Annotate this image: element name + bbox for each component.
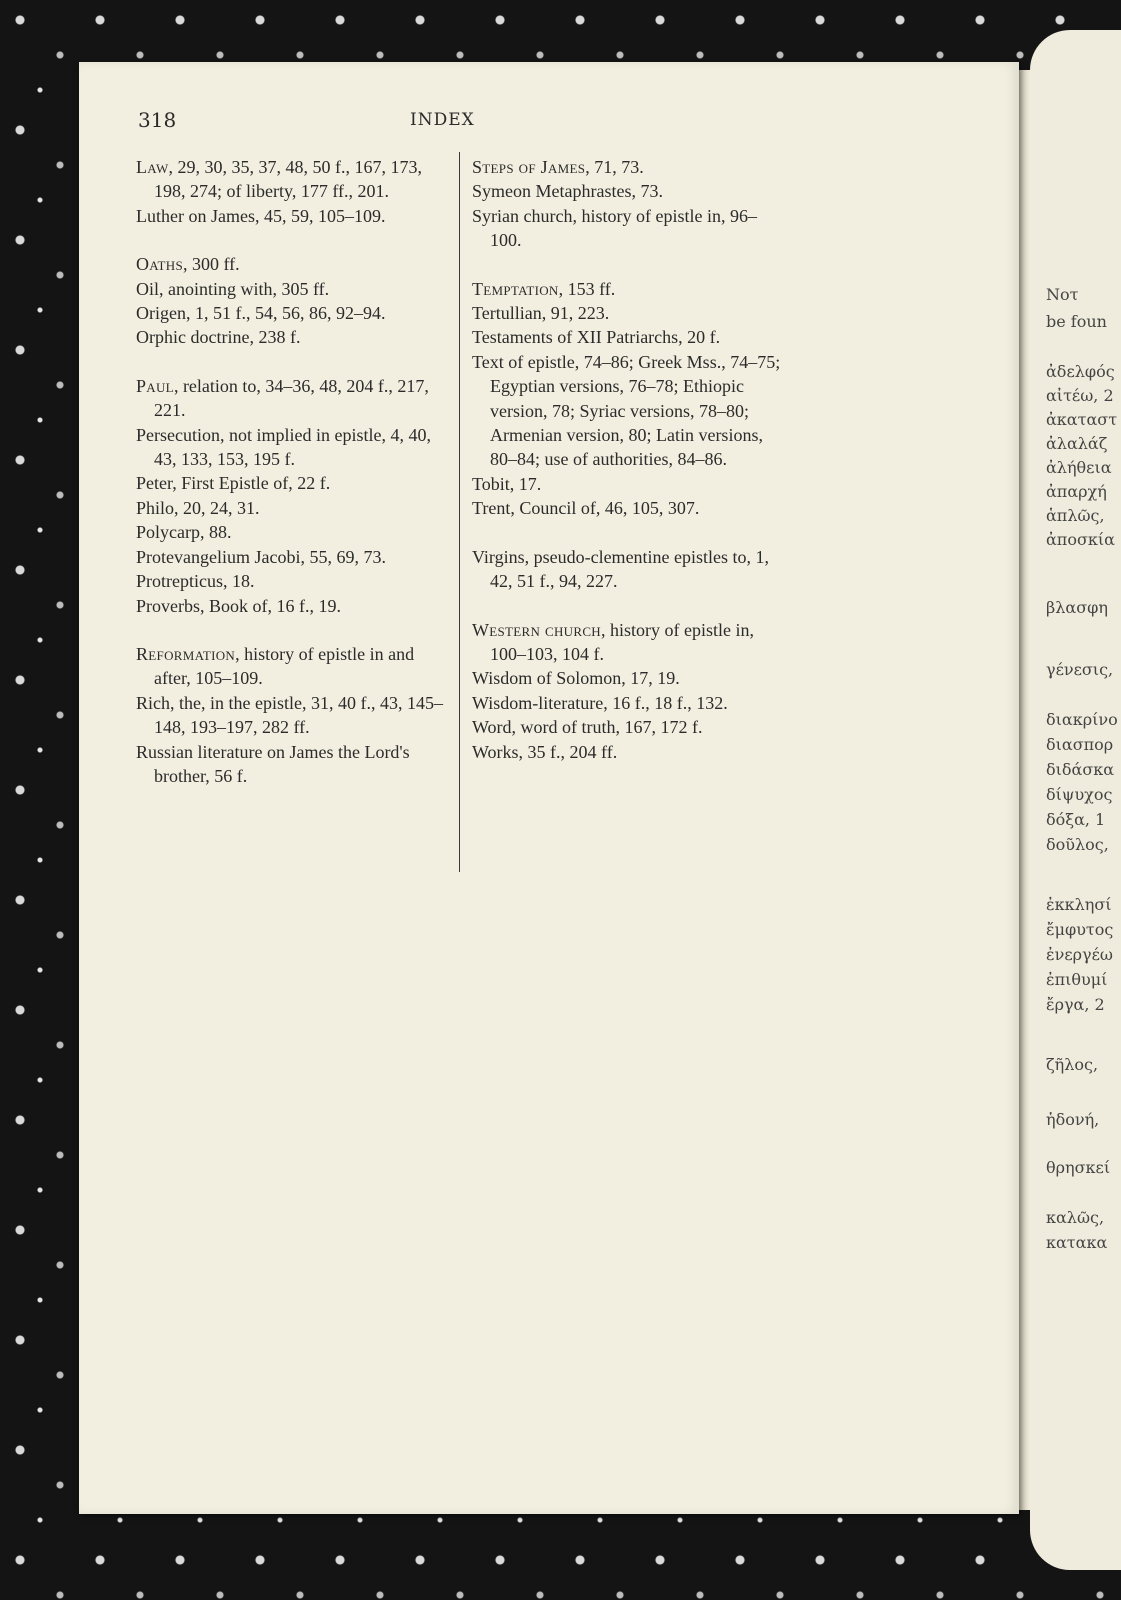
facing-page-fragment: γένεσις, — [1046, 660, 1114, 679]
index-headword: Oaths — [136, 254, 184, 275]
entry-gap — [472, 521, 788, 545]
index-entry — [472, 204, 788, 253]
index-entry — [136, 252, 448, 276]
index-entry-text: Testaments of XII Patriarchs, 20 f. — [472, 327, 721, 348]
facing-page-fragment: καλῶς, — [1046, 1208, 1105, 1227]
entry-gap — [136, 350, 448, 374]
index-entry — [472, 618, 788, 667]
index-headword: Law — [136, 157, 169, 177]
index-entry-text: Oil, anointing with, 305 ff. — [136, 278, 330, 299]
index-entry — [136, 545, 448, 569]
facing-page-fragment: be foun — [1046, 312, 1107, 331]
index-entry-text: Polycarp, 88. — [136, 522, 232, 543]
index-entry — [136, 569, 448, 593]
facing-page-fragment: ἀκαταστ — [1046, 410, 1118, 429]
facing-page-fragment: ἀλήθεια — [1046, 458, 1112, 477]
index-headword: Paul — [136, 375, 174, 396]
index-entry-text: Wisdom of Solomon, 17, 19. — [472, 668, 680, 689]
facing-page-fragment: ἀδελφός — [1046, 362, 1115, 381]
book-gutter — [1018, 70, 1030, 1510]
entry-gap — [136, 618, 448, 642]
index-entry — [472, 301, 788, 325]
entry-gap — [472, 594, 788, 618]
facing-page-fragment: ἀπαρχή — [1046, 482, 1107, 501]
facing-page-fragment: θρησκεί — [1046, 1158, 1111, 1177]
index-column-right — [472, 155, 788, 764]
facing-page-fragment: διακρίνο — [1046, 710, 1118, 729]
index-entry — [472, 325, 788, 349]
entry-gap — [136, 228, 448, 252]
index-entry-text: Persecution, not implied in epistle, 4, 40, 43, 133, 153, 195 f. — [136, 424, 431, 470]
index-entry-text: Tertullian, 91, 223. — [472, 303, 610, 324]
facing-page-fragment: διδάσκα — [1046, 760, 1115, 779]
facing-page-fragment: δόξα, 1 — [1046, 810, 1106, 829]
index-entry — [472, 496, 788, 520]
index-entry-text: Proverbs, Book of, 16 f., 19. — [136, 595, 341, 616]
index-entry-text: , 29, 30, 35, 37, 48, 50 f., 167, 173, 198, 274; of liberty, 177 ff., 201. — [154, 157, 423, 202]
index-entry — [472, 350, 788, 472]
index-entry — [136, 520, 448, 544]
index-entry-text: , 71, 73. — [585, 157, 644, 177]
index-entry-text: Wisdom-literature, 16 f., 18 f., 132. — [472, 692, 728, 713]
index-entry — [136, 471, 448, 495]
index-entry — [472, 277, 788, 301]
facing-page-fragment: δοῦλος, — [1046, 835, 1109, 854]
index-entry — [472, 545, 788, 594]
facing-page-fragment: δίψυχος — [1046, 785, 1113, 804]
index-entry-text: Word, word of truth, 167, 172 f. — [472, 717, 703, 738]
index-entry-text: Luther on James, 45, 59, 105–109. — [136, 205, 386, 226]
index-entry-text: , history of epistle in, 100–103, 104 f. — [490, 619, 754, 664]
entry-gap — [472, 253, 788, 277]
index-headword: Steps of James — [472, 157, 586, 177]
index-entry — [472, 179, 788, 203]
facing-page-fragment: ἐκκλησί — [1046, 895, 1112, 914]
index-entry — [136, 594, 448, 618]
index-entry — [136, 740, 448, 789]
index-entry-text: Virgins, pseudo-clementine epistles to, 1, 42, 51 f., 94, 227. — [472, 546, 770, 592]
index-entry-text: Philo, 20, 24, 31. — [136, 497, 260, 518]
facing-page-fragment: διασπορ — [1046, 735, 1114, 754]
facing-page-fragment: αἰτέω, 2 — [1046, 386, 1114, 405]
index-headword: Temptation — [472, 278, 559, 299]
index-entry — [472, 691, 788, 715]
index-entry — [136, 277, 448, 301]
index-entry-text: Protrepticus, 18. — [136, 571, 255, 592]
page-number: 318 — [138, 108, 177, 132]
index-entry-text: Syrian church, history of epistle in, 96–100. — [472, 205, 757, 251]
facing-page-fragment: Nоτ — [1046, 285, 1079, 304]
running-head: INDEX — [410, 110, 475, 130]
facing-page-fragment: ἁπλῶς, — [1046, 506, 1105, 525]
index-entry-text: Symeon Metaphrastes, 73. — [472, 181, 663, 202]
index-entry-text: Russian literature on James the Lord's brother, 56 f. — [136, 741, 410, 786]
index-entry — [136, 642, 448, 691]
index-column-left — [136, 155, 448, 788]
index-entry — [472, 472, 788, 496]
facing-page-fragment: βλασφη — [1046, 598, 1108, 617]
facing-page-fragment: ἐπιθυμί — [1046, 970, 1108, 989]
facing-page-fragment: κατακα — [1046, 1233, 1108, 1252]
index-headword: Reformation — [136, 643, 236, 664]
index-entry-text: Trent, Council of, 46, 105, 307. — [472, 498, 700, 519]
index-entry — [472, 666, 788, 690]
index-entry-text: , 153 ff. — [558, 278, 616, 299]
facing-page-fragment: ἡδονή, — [1046, 1110, 1100, 1129]
index-entry — [136, 691, 448, 740]
index-entry-text: Orphic doctrine, 238 f. — [136, 327, 301, 348]
index-entry — [136, 496, 448, 520]
index-entry-text: Rich, the, in the epistle, 31, 40 f., 43, 145–148, 193–197, 282 ff. — [136, 692, 443, 738]
index-entry-text: Peter, First Epistle of, 22 f. — [136, 473, 331, 494]
index-entry — [136, 204, 448, 228]
index-entry — [136, 374, 448, 423]
facing-page-fragment: ἀλαλάζ — [1046, 434, 1108, 453]
index-headword: Western church — [472, 619, 601, 640]
index-entry-text: , history of epistle in and after, 105–109. — [154, 643, 415, 689]
index-entry — [136, 301, 448, 325]
column-divider — [459, 152, 460, 872]
index-entry — [136, 155, 448, 204]
facing-page-fragment: ζῆλος, — [1046, 1055, 1099, 1074]
facing-page-fragment: ἀποσκία — [1046, 530, 1115, 549]
facing-page — [1030, 30, 1121, 1570]
index-entry-text: Works, 35 f., 204 ff. — [472, 741, 618, 762]
index-entry-text: Tobit, 17. — [472, 473, 542, 494]
index-entry — [136, 423, 448, 472]
index-entry — [472, 715, 788, 739]
index-entry-text: , relation to, 34–36, 48, 204 f., 217, 221. — [154, 375, 429, 421]
facing-page-fragment: ἔμφυτος — [1046, 920, 1114, 939]
index-entry-text: Origen, 1, 51 f., 54, 56, 86, 92–94. — [136, 303, 386, 324]
facing-page-fragment: ἔργα, 2 — [1046, 995, 1105, 1014]
index-entry — [136, 325, 448, 349]
index-entry-text: Protevangelium Jacobi, 55, 69, 73. — [136, 546, 386, 567]
index-entry-text: Text of epistle, 74–86; Greek Mss., 74–75; Egyptian versions, 76–78; Ethiopic version, 78; Syriac versions, 78–80; Armenian version, 80; Latin versions, 80–84; use of authorities, 84–86. — [472, 351, 781, 470]
index-entry — [472, 740, 788, 764]
facing-page-fragment: ἐνεργέω — [1046, 945, 1113, 964]
index-entry-text: , 300 ff. — [183, 254, 240, 275]
index-entry — [472, 155, 788, 179]
